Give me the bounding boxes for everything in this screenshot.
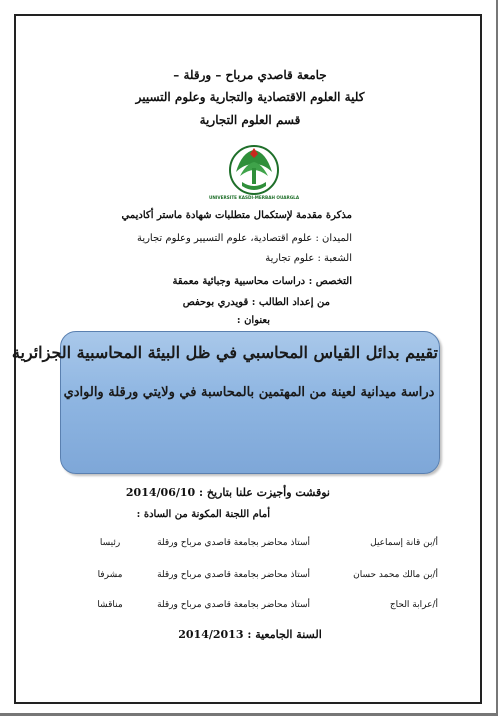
- titled-label: بعنوان :: [236, 315, 270, 326]
- thesis-subtitle: دراسة ميدانية لعينة من المهتمين بالمحاسبة في ولايتي ورقلة والوادي: [63, 385, 435, 400]
- member-rank: أستاذ محاضر بجامعة قاصدي مرباح ورقلة: [157, 600, 310, 610]
- logo-latin-text: UNIVERSITE KASDI-MERBAH OUARGLA: [208, 195, 300, 200]
- student-line: من إعداد الطالب : قويدري بوحفص: [182, 297, 330, 308]
- thesis-title: تقييم بدائل القياس المحاسبي في ظل البيئة المحاسبية الجزائرية: [11, 343, 438, 362]
- member-role: رئيسا: [99, 538, 121, 548]
- member-rank: أستاذ محاضر بجامعة قاصدي مرباح ورقلة: [157, 538, 310, 548]
- department-name: قسم العلوم التجارية: [199, 113, 301, 127]
- member-name: أ/عرابة الحاج: [389, 600, 438, 610]
- committee-intro: أمام اللجنة المكونة من السادة :: [136, 509, 270, 520]
- member-rank: أستاذ محاضر بجامعة قاصدي مرباح ورقلة: [157, 570, 310, 580]
- member-role: مشرفا: [97, 570, 123, 580]
- specialty-line: التخصص : دراسات محاسبية وجبائية معمقة: [172, 276, 352, 287]
- academic-year: السنة الجامعية : 2014/2013: [178, 628, 322, 641]
- branch-line: الشعبة : علوم تجارية: [265, 253, 352, 264]
- member-name: أ/بن مالك محمد حسان: [353, 570, 438, 580]
- field-line: الميدان : علوم اقتصادية، علوم التسيير وعلوم تجارية: [136, 233, 352, 244]
- member-role: مناقشا: [97, 600, 123, 610]
- faculty-name: كلية العلوم الاقتصادية والتجارية وعلوم التسيير: [135, 90, 365, 104]
- memo-type: مذكرة مقدمة لإستكمال متطلبات شهادة ماستر أكاديمي: [121, 210, 352, 221]
- university-logo: [208, 142, 300, 204]
- defense-date: نوقشت وأجيزت علنا بتاريخ : 2014/06/10: [125, 486, 330, 499]
- university-name: جامعة قاصدي مرباح – ورقلة –: [173, 68, 327, 82]
- member-name: أ/بن قانة إسماعيل: [370, 538, 438, 548]
